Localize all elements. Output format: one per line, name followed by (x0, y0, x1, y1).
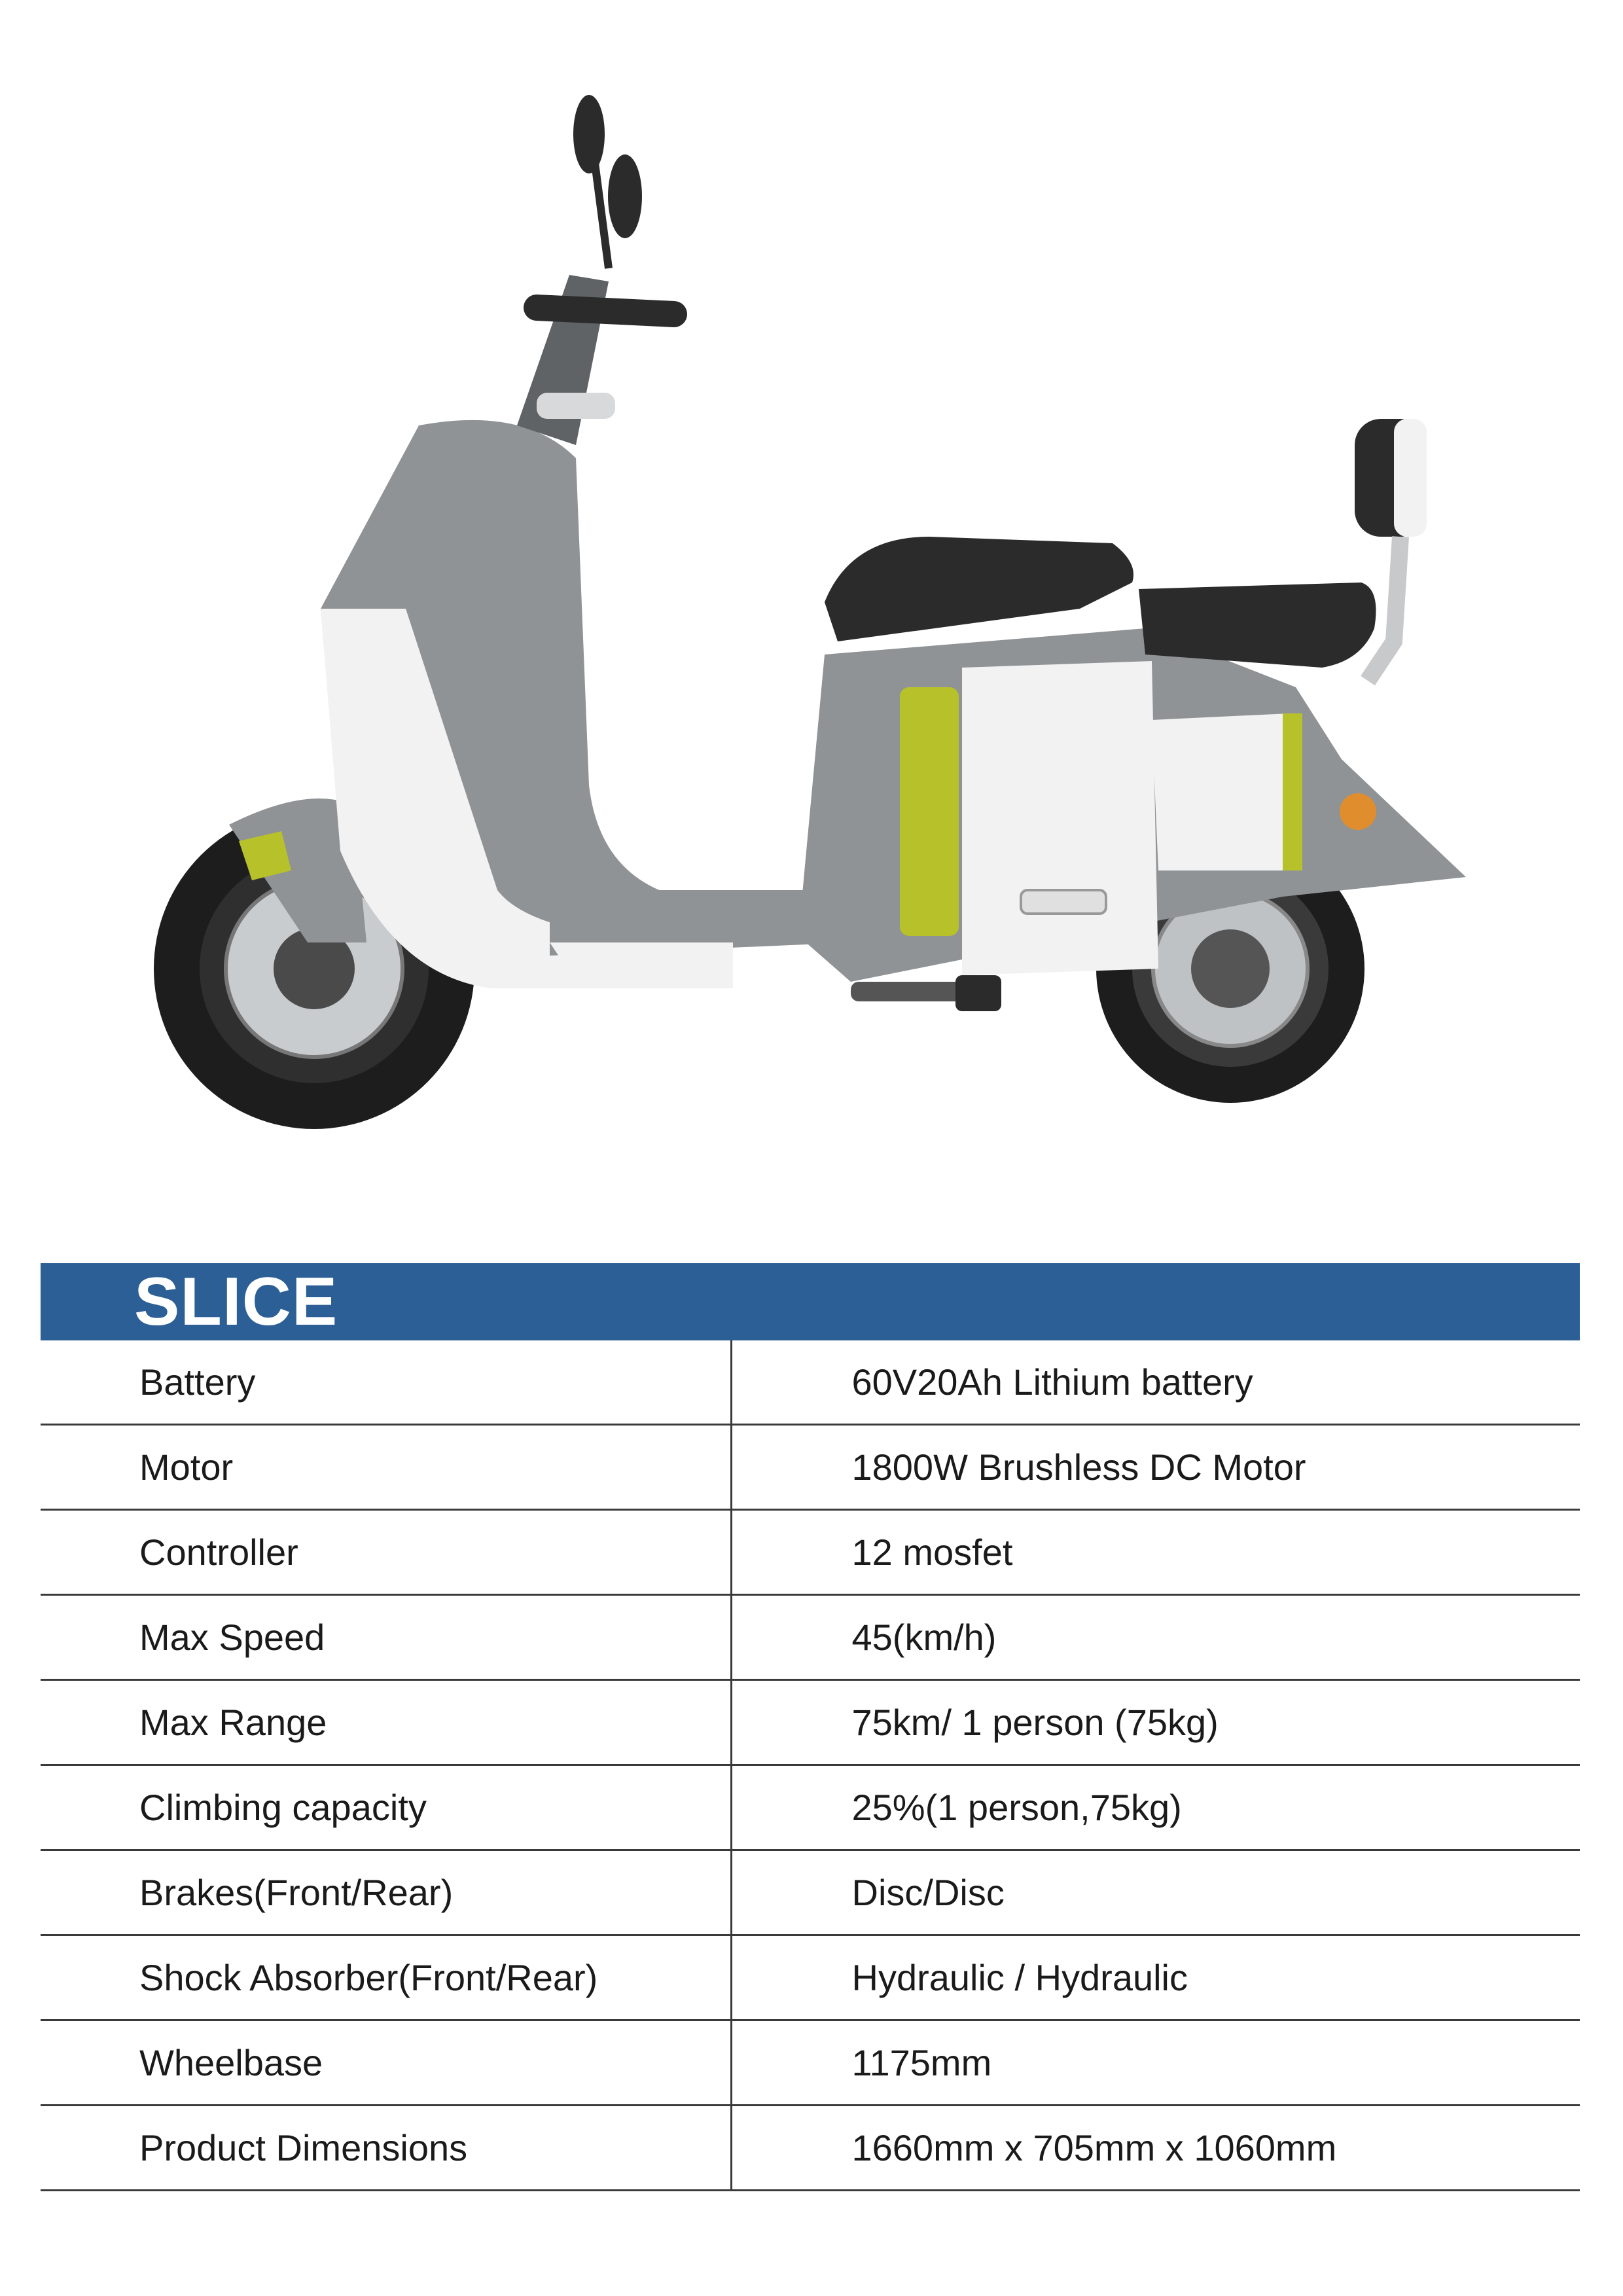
front-seat (825, 537, 1133, 641)
spec-value: 1660mm x 705mm x 1060mm (731, 2106, 1580, 2191)
spec-label: Product Dimensions (41, 2106, 731, 2191)
handlebar (537, 308, 674, 314)
spec-value: Hydraulic / Hydraulic (731, 1935, 1580, 2020)
spec-label: Controller (41, 1510, 731, 1595)
spec-value: 12 mosfet (731, 1510, 1580, 1595)
spec-row (41, 2020, 1580, 2106)
rear-seat (1139, 583, 1376, 668)
spec-label: Battery (41, 1340, 731, 1425)
spec-label: Wheelbase (41, 2020, 731, 2106)
spec-value: 1175mm (731, 2020, 1580, 2106)
spec-row (41, 1935, 1580, 2020)
spec-row (41, 1765, 1580, 1850)
spec-value: 1800W Brushless DC Motor (731, 1425, 1580, 1510)
spec-row (41, 1510, 1580, 1595)
product-name: SLICE (134, 1264, 338, 1340)
spec-value: 60V20Ah Lithium battery (731, 1340, 1580, 1425)
spec-label: Brakes(Front/Rear) (41, 1850, 731, 1935)
spec-label: Max Speed (41, 1595, 731, 1680)
spec-row (41, 1680, 1580, 1765)
spec-row (41, 2106, 1580, 2191)
tail-light (1340, 793, 1376, 830)
spec-label: Max Range (41, 1680, 731, 1765)
spec-row (41, 1340, 1580, 1425)
mirror-right (608, 154, 642, 238)
spec-header-bar (41, 1263, 1580, 1340)
spec-value: 75km/ 1 person (75kg) (731, 1680, 1580, 1765)
spec-row (41, 1850, 1580, 1935)
spec-value: Disc/Disc (731, 1850, 1580, 1935)
spec-value: 25%(1 person,75kg) (731, 1765, 1580, 1850)
mirror-left (573, 95, 605, 173)
grab-handle (1021, 890, 1106, 914)
spec-label: Motor (41, 1425, 731, 1510)
spec-label: Shock Absorber(Front/Rear) (41, 1935, 731, 2020)
spec-table (41, 1340, 1580, 2191)
spec-row (41, 1595, 1580, 1680)
spec-row (41, 1425, 1580, 1510)
spec-label: Climbing capacity (41, 1765, 731, 1850)
side-panel-accent (900, 687, 959, 936)
side-panel-white (962, 661, 1158, 975)
spec-value: 45(km/h) (731, 1595, 1580, 1680)
